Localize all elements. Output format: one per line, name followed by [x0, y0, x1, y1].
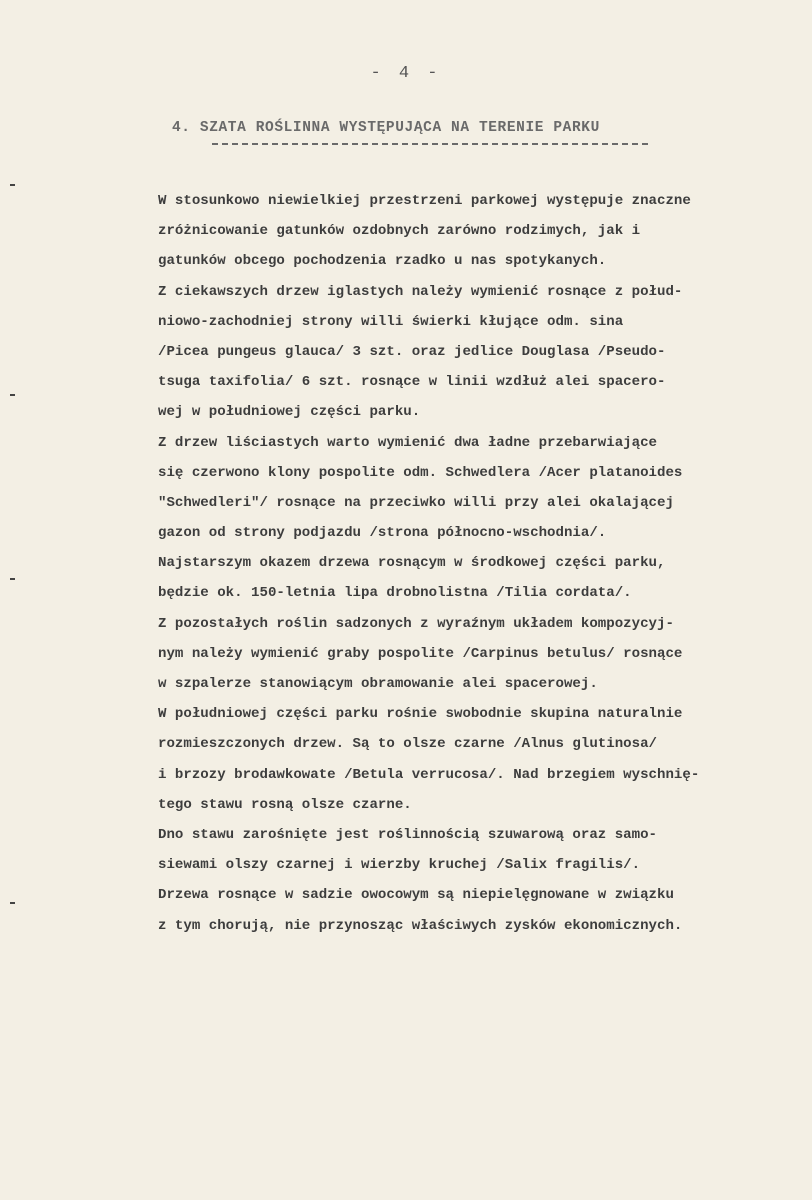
text-line: się czerwono klony pospolite odm. Schwedlera /Acer platanoides [158, 464, 683, 481]
text-line: Z pozostałych roślin sadzonych z wyraźnym układem kompozycyj- [158, 615, 674, 632]
text-line: tsuga taxifolia/ 6 szt. rosnące w linii wzdłuż alei spacero- [158, 374, 666, 391]
text-line: w szpalerze stanowiącym obramowanie alei spacerowej. [158, 676, 598, 692]
text-line: /Picea pungeus glauca/ 3 szt. oraz jedlice Douglasa /Pseudo- [158, 343, 666, 360]
margin-mark [10, 184, 15, 186]
text-line: z tym chorują, nie przynosząc właściwych zysków ekonomicznych. [158, 917, 683, 934]
text-line: i brzozy brodawkowate /Betula verrucosa/. Nad brzegiem wyschnię- [158, 766, 700, 783]
page-number: - 4 - [370, 64, 442, 83]
text-line: siewami olszy czarnej i wierzby kruchej /Salix fragilis/. [158, 857, 641, 874]
text-line: wej w południowej części parku. [158, 404, 421, 421]
text-line: gatunków obcego pochodzenia rzadko u nas spotykanych. [158, 253, 607, 270]
text-line: Najstarszym okazem drzewa rosnącym w środkowej części parku, [158, 555, 666, 572]
section-title: 4. SZATA ROŚLINNA WYSTĘPUJĄCA NA TERENIE PARKU [172, 120, 600, 136]
text-line: W stosunkowo niewielkiej przestrzeni parkowej występuje znaczne [158, 193, 691, 209]
margin-mark [10, 394, 15, 396]
body-text [158, 186, 790, 941]
text-line: Z drzew liściastych warto wymienić dwa ładne przebarwiające [158, 434, 657, 451]
text-line: niowo-zachodniej strony willi świerki kłujące odm. sina [158, 313, 624, 330]
margin-mark [10, 578, 15, 580]
text-line: zróżnicowanie gatunków ozdobnych zarówno rodzimych, jak i [158, 223, 641, 240]
text-line: będzie ok. 150-letnia lipa drobnolistna /Tilia cordata/. [158, 585, 632, 602]
text-line: tego stawu rosną olsze czarne. [158, 796, 412, 813]
text-line: gazon od strony podjazdu /strona północno-wschodnia/. [158, 525, 607, 542]
text-line: Z ciekawszych drzew iglastych należy wymienić rosnące z połud- [158, 283, 683, 300]
text-line: "Schwedleri"/ rosnące na przeciwko willi przy alei okalającej [158, 494, 674, 511]
text-line: rozmieszczonych drzew. Są to olsze czarne /Alnus glutinosa/ [158, 736, 657, 753]
text-line: Dno stawu zarośnięte jest roślinnością szuwarową oraz samo- [158, 826, 657, 843]
text-line: nym należy wymienić graby pospolite /Carpinus betulus/ rosnące [158, 645, 683, 662]
text-line: Drzewa rosnące w sadzie owocowym są niepielęgnowane w związku [158, 887, 674, 904]
title-underline [212, 143, 648, 145]
margin-mark [10, 902, 15, 904]
text-line: W południowej części parku rośnie swobodnie skupina naturalnie [158, 706, 683, 723]
